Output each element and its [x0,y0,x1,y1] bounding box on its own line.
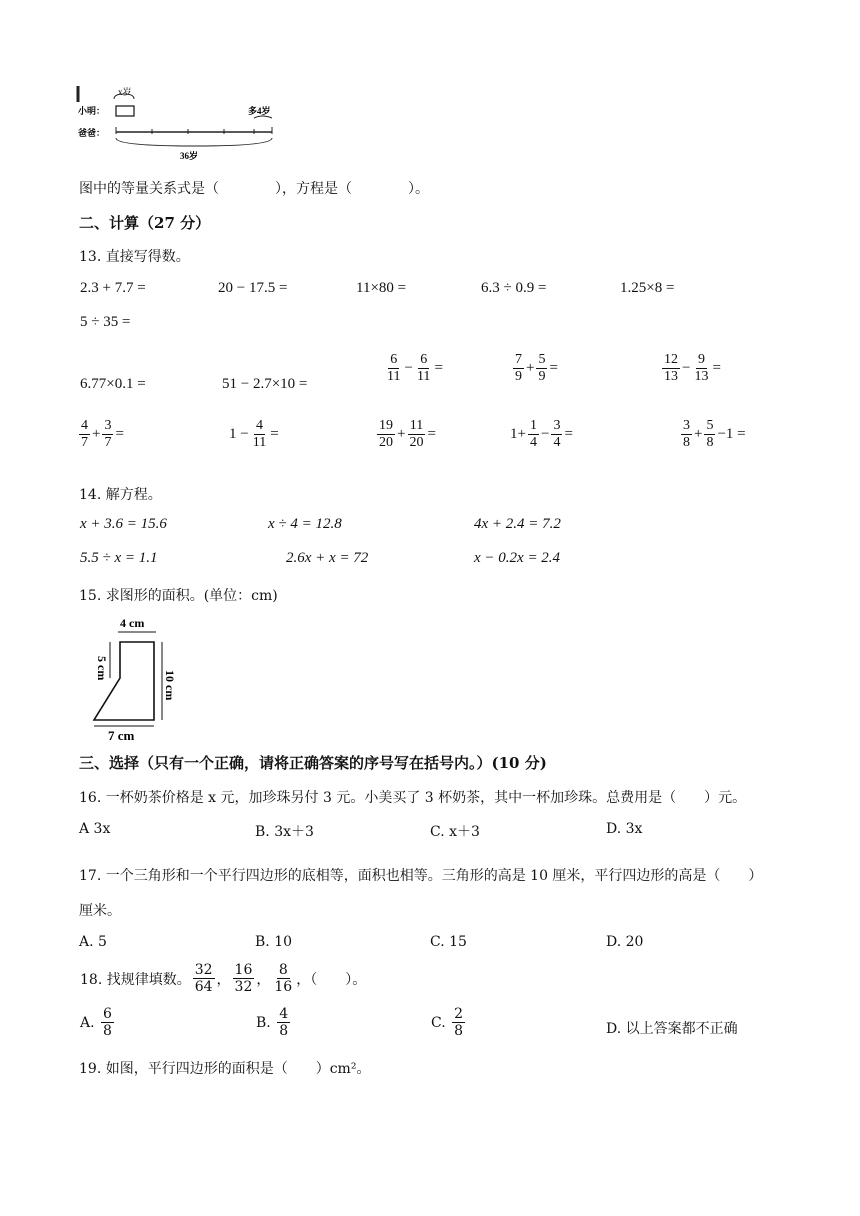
q16-option-d: D. 3x [606,821,643,837]
q13-item: 6.77×0.1 = [80,376,146,392]
q19-text: 19. 如图，平行四边形的面积是（ ）cm²。 [79,1061,371,1077]
xiaoming-label: 小明： [78,106,106,116]
q13-item: 51 − 2.7×10 = [222,376,308,392]
left-dim-label: 5 cm [95,656,109,681]
q17-option-a: A. 5 [79,934,107,950]
q16-option-c: C. x＋3 [430,824,480,840]
area-figure [86,612,206,742]
q18-option-c: C. $\frac{2}{8}$ [431,1006,464,1040]
q13-fraction-item: 1+ $\frac{1}{4}$ − $\frac{3}{4}$ = [510,418,573,451]
q13-item: 2.3 + 7.7 = [80,280,146,296]
q13-fraction-item: $\frac{19}{20}$ + $\frac{11}{20}$ = [379,418,436,451]
q13-title: 13. 直接写得数。 [79,249,190,265]
equation: 2.6x + x = 72 [286,550,369,566]
q13-fraction-item: 1 − $\frac{4}{11}$ = [229,418,279,451]
q17-option-c: C. 15 [430,934,467,950]
q18-option-b: B. $\frac{4}{8}$ [256,1006,289,1040]
bottom-dim-label: 7 cm [108,728,135,742]
section-2-title: 二、计算（27 分） [79,214,211,232]
q14-title: 14. 解方程。 [79,487,162,503]
q18-stem: 18. 找规律填数。 $\frac{32}{64}$ ， $\frac{16}{32}$ ， $\frac{8}{16}$ ，（ ）。 [80,962,367,996]
equation: x ÷ 4 = 12.8 [268,516,342,532]
q15-title: 15. 求图形的面积。(单位：cm) [79,588,278,604]
q17-text: 17. 一个三角形和一个平行四边形的底相等，面积也相等。三角形的高是 10 厘米，平行四边形的高是（ ） [79,868,763,884]
q13-fraction-item: $\frac{3}{8}$ + $\frac{5}{8}$ −1 = [683,418,746,451]
q13-fraction-item: $\frac{6}{11}$ − $\frac{6}{11}$ = [387,352,443,385]
q13-fraction-item: $\frac{7}{9}$ + $\frac{5}{9}$ = [515,352,558,385]
q12-text: 图中的等量关系式是（ ），方程是（ ）。 [79,181,429,197]
age-diagram [76,82,292,162]
q13-item: 20 − 17.5 = [218,280,288,296]
top-dim-label: 4 cm [120,616,145,630]
q16-option-b: B. 3x＋3 [255,824,314,840]
q13-fraction-item: $\frac{12}{13}$ − $\frac{9}{13}$ = [664,352,721,385]
q17-text-cont: 厘米。 [79,903,121,919]
q17-option-b: B. 10 [255,934,293,950]
q13-item: 6.3 ÷ 0.9 = [481,280,547,296]
q18-option-a: A. $\frac{6}{8}$ [80,1006,112,1040]
q13-fraction-item: $\frac{4}{7}$ + $\frac{3}{7}$ = [81,418,124,451]
equation: x − 0.2x = 2.4 [474,550,561,566]
q16-text: 16. 一杯奶茶价格是 x 元，加珍珠另付 3 元。小美买了 3 杯奶茶，其中一杯加珍珠。总费用是（ ）元。 [79,790,747,806]
x-age-label: x岁 [118,87,132,97]
section-3-title: 三、选择（只有一个正确，请将正确答案的序号写在括号内。）(10 分) [79,754,547,772]
equation: 5.5 ÷ x = 1.1 [80,550,158,566]
q13-item: 1.25×8 = [620,280,675,296]
equation: x + 3.6 = 15.6 [80,516,167,532]
total-age-label: 36岁 [180,151,199,161]
q13-item: 5 ÷ 35 = [80,314,131,330]
right-dim-label: 10 cm [163,670,177,701]
baba-label: 爸爸： [78,128,106,138]
q17-option-d: D. 20 [606,934,644,950]
q13-item: 11×80 = [356,280,407,296]
q18-option-d: D. 以上答案都不正确 [606,1021,738,1037]
more-label: 多4岁 [248,106,271,116]
equation: 4x + 2.4 = 7.2 [474,516,561,532]
q16-option-a: A 3x [79,821,111,837]
